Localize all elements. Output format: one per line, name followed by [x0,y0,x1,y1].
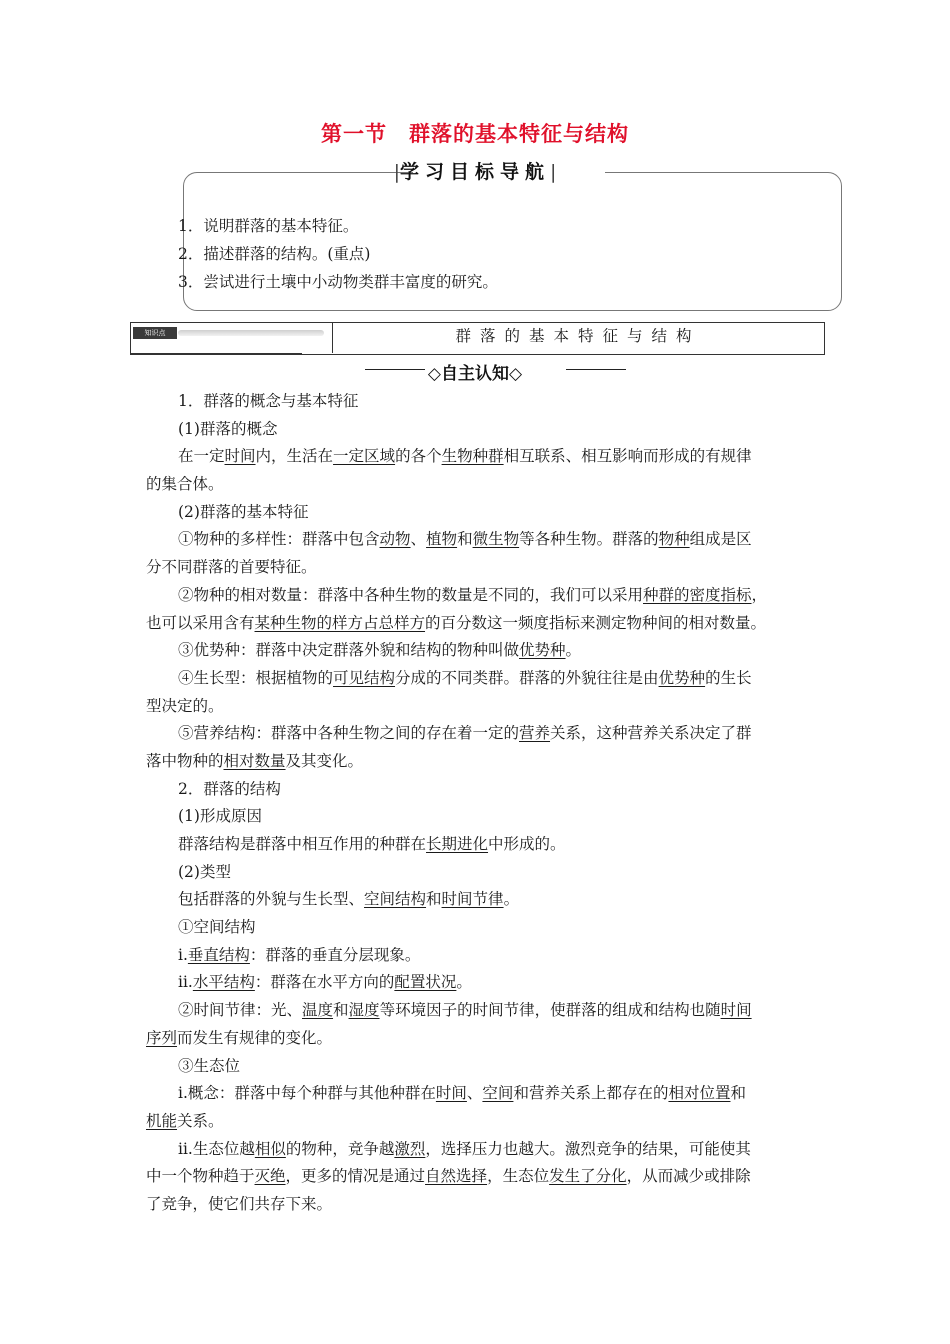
text-segment: 和 [730,1084,746,1103]
text-line [146,1191,810,1219]
text-segment: (2)群落的基本特征 [178,502,309,521]
underlined-term: 可见结构 [333,668,396,687]
objective-item: 3．尝试进行土壤中小动物类群丰富度的研究。 [178,273,498,291]
body-text [146,388,810,1219]
underlined-term: 植物 [426,530,458,549]
underlined-term: 动物 [379,530,411,549]
text-segment: 在一定 [178,447,225,466]
text-line [146,1053,810,1081]
text-segment: 了竞争，使它们共存下来。 [146,1194,333,1213]
text-segment: 中一个物种趋于 [146,1167,255,1186]
underlined-term: 营养 [519,724,551,743]
text-line [146,499,810,527]
text-segment: 而发生有规律的变化。 [177,1028,333,1047]
text-line [146,1163,810,1191]
text-segment: 内，生活在 [255,447,334,466]
text-line [146,1108,810,1136]
text-line [146,720,810,748]
knowledge-point-bar [178,330,324,336]
subheading: ◇自主认知◇ [427,364,523,384]
text-line [146,443,810,471]
underlined-term: 优势种 [658,668,706,687]
text-line [146,831,810,859]
underlined-term: 水平结构 [192,973,255,992]
text-segment: 和营养关系上都存在的 [513,1084,669,1103]
objective-item: 1．说明群落的基本特征。 [178,217,359,235]
text-line [146,637,810,665]
text-segment: ④生长型：根据植物的 [178,668,334,687]
text-segment: 。 [456,973,472,992]
text-segment: 2．群落的结构 [178,779,281,798]
underlined-term: 时间 [435,1084,467,1103]
text-segment: 落中物种的 [146,751,224,770]
underlined-term: 激烈 [394,1139,426,1158]
text-line [146,886,810,914]
underlined-term: 机能 [146,1111,178,1130]
text-segment: 1．群落的概念与基本特征 [178,392,359,410]
text-line [146,859,810,887]
text-segment: ②时间节律：光、 [178,1001,303,1020]
underlined-term: 微生物 [472,530,520,549]
text-segment: ①空间结构 [178,918,256,937]
text-segment: 的集合体。 [146,475,224,494]
text-segment: ，更多的情况是通过 [285,1167,426,1186]
text-segment: 和 [426,890,442,909]
text-segment: 等环境因子的时间节律，使群落的组成和结构也随 [379,1001,721,1020]
objective-item: 2．描述群落的结构。(重点) [178,245,371,263]
underlined-term: 空间结构 [364,890,427,909]
underlined-term: 时间 [224,447,256,466]
underlined-term: 温度 [302,1001,334,1020]
underlined-term: 某种生物的样方占总样方 [254,613,426,632]
underlined-term: 相似 [254,1139,286,1158]
text-segment: (1)群落的概念 [178,419,278,438]
text-segment: 、 [410,530,427,549]
text-segment: 和 [333,1001,349,1020]
text-segment: (1)形成原因 [178,807,262,826]
text-line [146,803,810,831]
underlined-term: 一定区域 [333,447,396,466]
text-line [146,748,810,776]
knowledge-point-badge: 知识点 [133,327,177,339]
text-segment: 分成的不同类群。群落的外貌往往是由 [395,668,659,687]
underlined-term: 序列 [146,1028,178,1047]
text-segment: ⅱ. [178,973,193,992]
underlined-term: 自然选择 [425,1167,488,1186]
text-line [146,1136,810,1164]
underlined-term: 长期进化 [426,835,489,853]
text-line [146,554,810,582]
underlined-term: 灭绝 [254,1167,286,1186]
text-segment: 、 [466,1084,483,1103]
text-segment: 及其变化。 [285,751,364,770]
section-banner-underline [130,353,302,354]
text-line [146,1080,810,1108]
underlined-term: 垂直结构 [187,945,250,964]
text-segment: 。 [503,890,520,909]
text-line [146,776,810,804]
text-line [146,388,810,416]
text-segment: ③优势种：群落中决定群落外貌和结构的物种叫做 [178,641,520,660]
objectives-heading-text: 学习目标导航 [399,161,550,183]
underlined-term: 配置状况 [394,973,457,992]
text-segment: ⑤营养结构：群落中各种生物之间的存在着一定的 [178,724,520,743]
text-segment: 型决定的。 [146,696,224,715]
text-segment: 和 [457,530,473,549]
underlined-term: 时间节律 [441,890,504,909]
text-segment: 也可以采用含有 [146,613,255,632]
text-segment: ：群落的垂直分层现象。 [249,945,421,964]
text-segment: 关系。 [177,1111,224,1130]
text-line [146,1025,810,1053]
text-line [146,914,810,942]
text-segment: (2)类型 [178,862,231,881]
text-segment: 组成是区 [689,530,752,549]
text-segment: ③生态位 [178,1056,241,1075]
text-segment: ，从而减少或排除 [626,1167,751,1186]
underlined-term: 物种 [658,530,690,549]
text-line [146,582,810,610]
underlined-term: 相对数量 [223,751,286,770]
text-line [146,693,810,721]
text-segment: ， [751,585,768,604]
text-segment: 分不同群落的首要特征。 [146,558,317,577]
text-segment: 关系，这种营养关系决定了群 [550,724,752,743]
underlined-term: 空间 [482,1084,514,1103]
heading-left-bar: | [393,161,400,183]
underlined-term: 优势种 [519,641,566,660]
text-line [146,969,810,997]
text-line [146,416,810,444]
text-segment: 相互联系、相互影响而形成的有规律 [503,447,752,466]
page-title: 第一节 群落的基本特征与结构 [321,122,629,146]
text-segment: 的物种，竞争越 [285,1139,395,1158]
text-line [146,610,810,638]
text-line [146,942,810,970]
text-segment: ：群落在水平方向的 [254,973,395,992]
underlined-term: 湿度 [348,1001,380,1020]
text-segment: 的百分数这一频度指标来测定物种间的相对数量。 [425,613,767,632]
underlined-term: 发生了分化 [549,1167,627,1186]
text-segment: 群落结构是群落中相互作用的种群在 [178,835,427,853]
text-line [146,665,810,693]
objectives-heading [0,157,950,184]
section-title: 群落的基本特征与结构 [455,327,701,345]
text-line [146,471,810,499]
underlined-term: 相对位置 [668,1084,731,1103]
text-segment: ①物种的多样性：群落中包含 [178,530,380,549]
text-line [146,997,810,1025]
underlined-term: 种群的密度指标 [643,585,752,604]
text-segment: ，选择压力也越大。激烈竞争的结果，可能使其 [425,1139,751,1158]
objectives-list [178,212,498,296]
text-segment: ⅱ.生态位越 [178,1139,255,1158]
text-segment: ，生态位 [487,1167,550,1186]
text-segment: ⅰ. [178,945,188,964]
text-line [146,526,810,554]
text-segment: 包括群落的外貌与生长型、 [178,890,365,909]
text-segment: 等各种生物。群落的 [519,530,659,549]
subheading-right-rule [566,369,626,370]
underlined-term: 时间 [720,1001,752,1020]
text-segment: 中形成的。 [488,835,566,853]
underlined-term: 生物种群 [441,447,504,466]
text-segment: 。 [565,641,582,660]
text-segment: 的生长 [705,668,752,687]
text-segment: ②物种的相对数量：群落中各种生物的数量是不同的，我们可以采用 [178,585,644,604]
text-segment: 的各个 [395,447,442,466]
heading-right-bar: | [550,161,557,183]
text-segment: ⅰ.概念：群落中每个种群与其他种群在 [178,1084,436,1103]
